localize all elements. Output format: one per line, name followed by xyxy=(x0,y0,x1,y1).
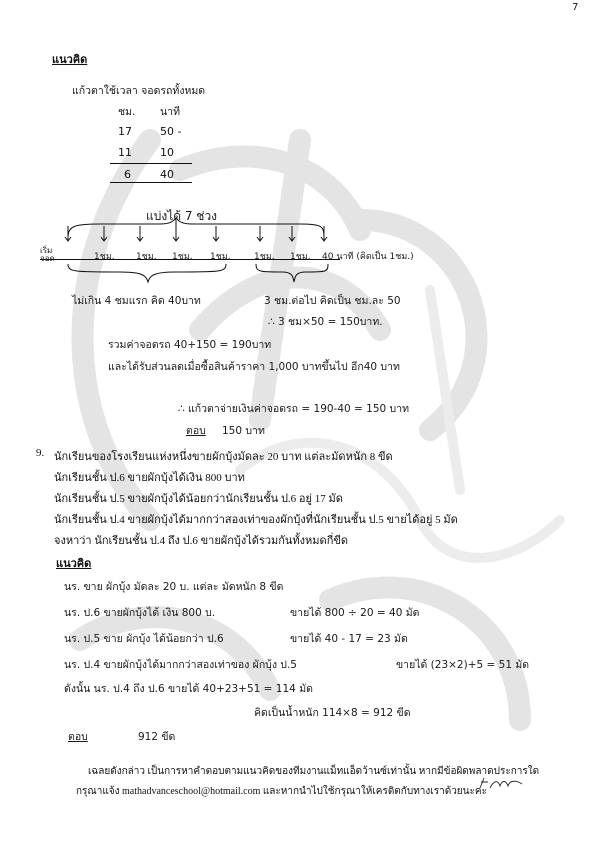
row3-minute: 40 xyxy=(160,168,174,181)
answer2-label: ตอบ xyxy=(68,731,88,743)
signature-mark xyxy=(478,776,524,792)
solution2-line3b: ขายได้ 40 - 17 = 23 มัด xyxy=(290,633,408,645)
row3-hour: 6 xyxy=(124,168,131,181)
timeline-seg-2: 1ชม. xyxy=(136,252,157,262)
subtraction-line xyxy=(110,163,192,164)
solution2-line5: ดังนั้น นร. ป.4 ถึง ป.6 ขายได้ 40+23+51 = 114 มัด xyxy=(64,683,313,695)
timeline-seg-3: 1ชม. xyxy=(172,252,193,262)
timeline-seg-4: 1ชม. xyxy=(210,252,231,262)
col-minute: นาที xyxy=(160,106,180,118)
answer2-value: 912 ขีด xyxy=(138,731,176,743)
timeline-seg-5: 1ชม. xyxy=(254,252,275,262)
payment-result: ∴ แก้วตาจ่ายเงินค่าจอดรถ = 190-40 = 150 บาท xyxy=(178,403,410,415)
solution2-line2b: ขายได้ 800 ÷ 20 = 40 มัด xyxy=(290,607,420,619)
solution1-line1: แก้วตาใช้เวลา จอดรถทั้งหมด xyxy=(72,85,206,97)
timeline-seg-1: 1ชม. xyxy=(94,252,115,262)
problem9-line5: จงหาว่า นักเรียนชั้น ป.4 ถึง ป.6 ขายผักบุ้งได้รวมกันทั้งหมดกี่ขีด xyxy=(54,535,349,547)
row1-minute: 50 - xyxy=(160,125,182,138)
solution2-line4a: นร. ป.4 ขายผักบุ้งได้มากกว่าสองเท่าของ ผักบุ้ง ป.5 xyxy=(64,659,297,671)
timeline-start: เริ่มจอด xyxy=(40,246,55,263)
col-hour: ชม. xyxy=(118,106,136,118)
timeline-braces xyxy=(60,262,360,284)
solution2-line4b: ขายได้ (23×2)+5 = 51 มัด xyxy=(396,659,530,671)
answer1-value: 150 บาท xyxy=(222,425,265,437)
row2-hour: 11 xyxy=(118,146,132,159)
footer-line2: กรุณาแจ้ง mathadvanceschool@hotmail.com และหากนำไปใช้กรุณาให้เครดิตกับทางเราด้วยนะคะ xyxy=(76,786,487,797)
solution2-line6: คิดเป็นน้ำหนัก 114×8 = 912 ขีด xyxy=(254,707,411,719)
solution2-line3a: นร. ป.5 ขาย ผักบุ้ง ได้น้อยกว่า ป.6 xyxy=(64,633,224,645)
next-hours-calc: ∴ 3 ชม×50 = 150บาท. xyxy=(268,316,383,328)
next-hours-note: 3 ชม.ต่อไป คิดเป็น ชม.ละ 50 xyxy=(264,295,401,307)
problem9-line1: นักเรียนของโรงเรียนแห่งหนึ่งขายผักบุ้งมัดละ 20 บาท แต่ละมัดหนัก 8 ขีด xyxy=(54,451,393,463)
problem9-number: 9. xyxy=(36,447,45,459)
problem9-line3: นักเรียนชั้น ป.5 ขายผักบุ้งได้น้อยกว่านักเรียนชั้น ป.6 อยู่ 17 มัด xyxy=(54,493,343,505)
answer1-label: ตอบ xyxy=(186,425,206,437)
total-fee: รวมค่าจอดรถ 40+150 = 190บาท xyxy=(108,339,272,351)
row2-minute: 10 xyxy=(160,146,174,159)
page-number: 7 xyxy=(572,2,579,13)
timeline-diagram xyxy=(60,218,360,253)
first-hours-note: ไม่เกิน 4 ชมแรก คิด 40บาท xyxy=(72,295,201,307)
problem9-line2: นักเรียนชั้น ป.6 ขายผักบุ้งได้เงิน 800 บาท xyxy=(54,472,245,484)
result-underline xyxy=(110,182,192,183)
footer-line1: เฉลยดังกล่าว เป็นการหาคำตอบตามแนวคิดของทีมงานแม็ทแอ็ดว้านซ์เท่านั้น หากมีข้อผิดพลาดประการใด xyxy=(88,766,540,777)
solution2-line2a: นร. ป.6 ขายผักบุ้งได้ เงิน 800 บ. xyxy=(64,607,216,619)
solution1-heading: แนวคิด xyxy=(52,54,88,66)
solution2-line1: นร. ขาย ผักบุ้ง มัดละ 20 บ. แต่ละ มัดหนัก 8 ขีด xyxy=(64,581,284,593)
row1-hour: 17 xyxy=(118,125,132,138)
timeline-seg-6: 1ชม. xyxy=(290,252,311,262)
split-label: แบ่งได้ 7 ช่วง xyxy=(146,209,218,223)
problem9-line4: นักเรียนชั้น ป.4 ขายผักบุ้งได้มากกว่าสองเท่าของผักบุ้งที่นักเรียนชั้น ป.5 ขายได้อยู่ 5 มัด xyxy=(54,514,458,526)
timeline-seg-7: 40 นาที (คิดเป็น 1ชม.) xyxy=(322,252,414,262)
solution2-heading: แนวคิด xyxy=(56,558,92,570)
discount-line: และได้รับส่วนลดเมื่อซื้อสินค้าราคา 1,000 บาทขึ้นไป อีก40 บาท xyxy=(108,361,400,373)
